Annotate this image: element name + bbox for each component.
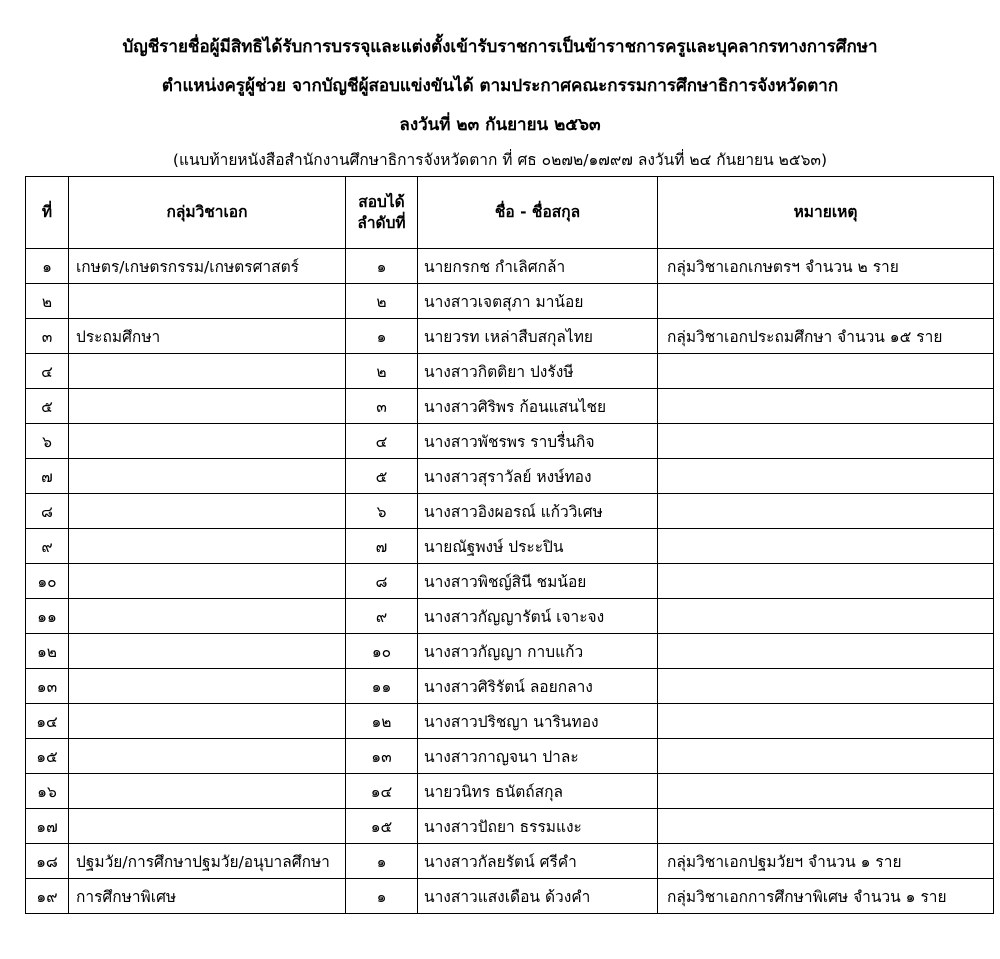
cell-note [658, 389, 994, 424]
cell-group: ปฐมวัย/การศึกษาปฐมวัย/อนุบาลศึกษา [69, 844, 346, 879]
cell-name: นางสาวกัญญา กาบแก้ว [418, 634, 658, 669]
table-row [26, 354, 994, 389]
cell-group [69, 354, 346, 389]
cell-name: นางสาวอิงผอรณ์ แก้ววิเศษ [418, 494, 658, 529]
cell-name: นายวนิทร ธนัตถ์สกุล [418, 774, 658, 809]
cell-note [658, 599, 994, 634]
cell-note [658, 284, 994, 319]
cell-no: ๑๙ [26, 879, 69, 914]
cell-rank: ๖ [346, 494, 418, 529]
cell-group [69, 284, 346, 319]
cell-group [69, 529, 346, 564]
cell-group [69, 809, 346, 844]
cell-rank: ๑ [346, 844, 418, 879]
cell-no: ๑๓ [26, 669, 69, 704]
cell-note [658, 494, 994, 529]
cell-no: ๕ [26, 389, 69, 424]
table-row [26, 284, 994, 319]
cell-note [658, 634, 994, 669]
table-row [26, 704, 994, 739]
cell-note [658, 669, 994, 704]
cell-rank: ๒ [346, 284, 418, 319]
cell-no: ๒ [26, 284, 69, 319]
table-row [26, 809, 994, 844]
cell-note [658, 564, 994, 599]
cell-name: นางสาวเจตสุภา มาน้อย [418, 284, 658, 319]
table-row [26, 739, 994, 774]
cell-group [69, 739, 346, 774]
cell-note: กลุ่มวิชาเอกเกษตรฯ จำนวน ๒ ราย [658, 249, 994, 284]
cell-no: ๑๔ [26, 704, 69, 739]
table-row [26, 529, 994, 564]
document-date-line: ลงวันที่ ๒๓ กันยายน ๒๕๖๓ [399, 115, 601, 135]
cell-no: ๙ [26, 529, 69, 564]
cell-no: ๖ [26, 424, 69, 459]
cell-rank: ๑๑ [346, 669, 418, 704]
cell-no: ๑๖ [26, 774, 69, 809]
cell-note: กลุ่มวิชาเอกการศึกษาพิเศษ จำนวน ๑ ราย [658, 879, 994, 914]
cell-group [69, 564, 346, 599]
cell-name: นายณัฐพงษ์ ประะปิน [418, 529, 658, 564]
cell-no: ๔ [26, 354, 69, 389]
cell-name: นายวรท เหล่าสืบสกุลไทย [418, 319, 658, 354]
document-reference-line: (แนบท้ายหนังสือสำนักงานศึกษาธิการจังหวัดตาก ที่ ศธ ๐๒๗๒/๑๗๙๗ ลงวันที่ ๒๔ กันยายน ๒๕๖๓) [172, 151, 828, 169]
cell-rank: ๒ [346, 354, 418, 389]
table-row [26, 389, 994, 424]
column-header-no: ที่ [26, 177, 69, 249]
cell-rank: ๑๕ [346, 809, 418, 844]
table-row [26, 494, 994, 529]
cell-no: ๑๐ [26, 564, 69, 599]
cell-group [69, 494, 346, 529]
cell-note [658, 354, 994, 389]
cell-no: ๗ [26, 459, 69, 494]
table-row [26, 459, 994, 494]
column-header-rank-line2: ลำดับที่ [357, 213, 406, 232]
cell-group: เกษตร/เกษตรกรรม/เกษตรศาสตร์ [69, 249, 346, 284]
cell-rank: ๑๐ [346, 634, 418, 669]
cell-note [658, 459, 994, 494]
cell-rank: ๑ [346, 249, 418, 284]
cell-group [69, 704, 346, 739]
cell-name: นางสาวสุราวัลย์ หงษ์ทอง [418, 459, 658, 494]
table-row [26, 599, 994, 634]
table-row [26, 669, 994, 704]
cell-no: ๓ [26, 319, 69, 354]
table-row [26, 564, 994, 599]
cell-no: ๑๕ [26, 739, 69, 774]
cell-rank: ๑ [346, 879, 418, 914]
table-row [26, 879, 994, 914]
cell-group [69, 774, 346, 809]
cell-no: ๑๒ [26, 634, 69, 669]
cell-name: นางสาวปัถยา ธรรมแงะ [418, 809, 658, 844]
cell-rank: ๑๓ [346, 739, 418, 774]
cell-note [658, 424, 994, 459]
cell-name: นางสาวศิริรัตน์ ลอยกลาง [418, 669, 658, 704]
cell-rank: ๑๒ [346, 704, 418, 739]
document-title-line-1: บัญชีรายชื่อผู้มีสิทธิได้รับการบรรจุและแต่งตั้งเข้ารับราชการเป็นข้าราชการครูและบุคลากรทางการศึกษา [122, 37, 878, 57]
cell-rank: ๓ [346, 389, 418, 424]
cell-rank: ๔ [346, 424, 418, 459]
column-header-note: หมายเหตุ [658, 177, 994, 249]
cell-group [69, 424, 346, 459]
table-row [26, 319, 994, 354]
cell-group: การศึกษาพิเศษ [69, 879, 346, 914]
cell-name: นางสาวพัชรพร ราบรื่นกิจ [418, 424, 658, 459]
table-row [26, 424, 994, 459]
column-header-rank [346, 177, 418, 249]
document-title-line-2: ตำแหน่งครูผู้ช่วย จากบัญชีผู้สอบแข่งขันได้ ตามประกาศคณะกรรมการศึกษาธิการจังหวัดตาก [161, 76, 839, 96]
cell-no: ๘ [26, 494, 69, 529]
cell-rank: ๙ [346, 599, 418, 634]
cell-note: กลุ่มวิชาเอกประถมศึกษา จำนวน ๑๕ ราย [658, 319, 994, 354]
cell-name: นางสาวกัลยรัตน์ ศรีคำ [418, 844, 658, 879]
cell-name: นางสาวพิชญ์สินี ชมน้อย [418, 564, 658, 599]
cell-name: นางสาวกิตติยา ปงรังษี [418, 354, 658, 389]
table-row [26, 249, 994, 284]
cell-name: นางสาวกัญญารัตน์ เจาะจง [418, 599, 658, 634]
cell-note: กลุ่มวิชาเอกปฐมวัยฯ จำนวน ๑ ราย [658, 844, 994, 879]
cell-rank: ๗ [346, 529, 418, 564]
appointee-table [25, 176, 994, 914]
cell-note [658, 739, 994, 774]
cell-note [658, 529, 994, 564]
cell-rank: ๘ [346, 564, 418, 599]
cell-note [658, 704, 994, 739]
table-header-row [26, 177, 994, 249]
table-row [26, 634, 994, 669]
cell-note [658, 774, 994, 809]
cell-rank: ๑ [346, 319, 418, 354]
cell-no: ๑ [26, 249, 69, 284]
cell-group [69, 634, 346, 669]
table-row [26, 844, 994, 879]
cell-rank: ๑๔ [346, 774, 418, 809]
cell-name: นางสาวศิริพร ก้อนแสนไชย [418, 389, 658, 424]
cell-group [69, 599, 346, 634]
cell-no: ๑๑ [26, 599, 69, 634]
column-header-name: ชื่อ - ชื่อสกุล [418, 177, 658, 249]
cell-group: ประถมศึกษา [69, 319, 346, 354]
cell-name: นางสาวปริชญา นารินทอง [418, 704, 658, 739]
cell-group [69, 389, 346, 424]
column-header-group: กลุ่มวิชาเอก [69, 177, 346, 249]
cell-name: นางสาวแสงเดือน ด้วงคำ [418, 879, 658, 914]
cell-group [69, 459, 346, 494]
cell-rank: ๕ [346, 459, 418, 494]
column-header-rank-line1: สอบได้ [358, 192, 405, 211]
cell-no: ๑๘ [26, 844, 69, 879]
cell-group [69, 669, 346, 704]
cell-name: นายกรกช กำเลิศกล้า [418, 249, 658, 284]
table-row [26, 774, 994, 809]
cell-note [658, 809, 994, 844]
cell-name: นางสาวกาญจนา ปาละ [418, 739, 658, 774]
cell-no: ๑๗ [26, 809, 69, 844]
